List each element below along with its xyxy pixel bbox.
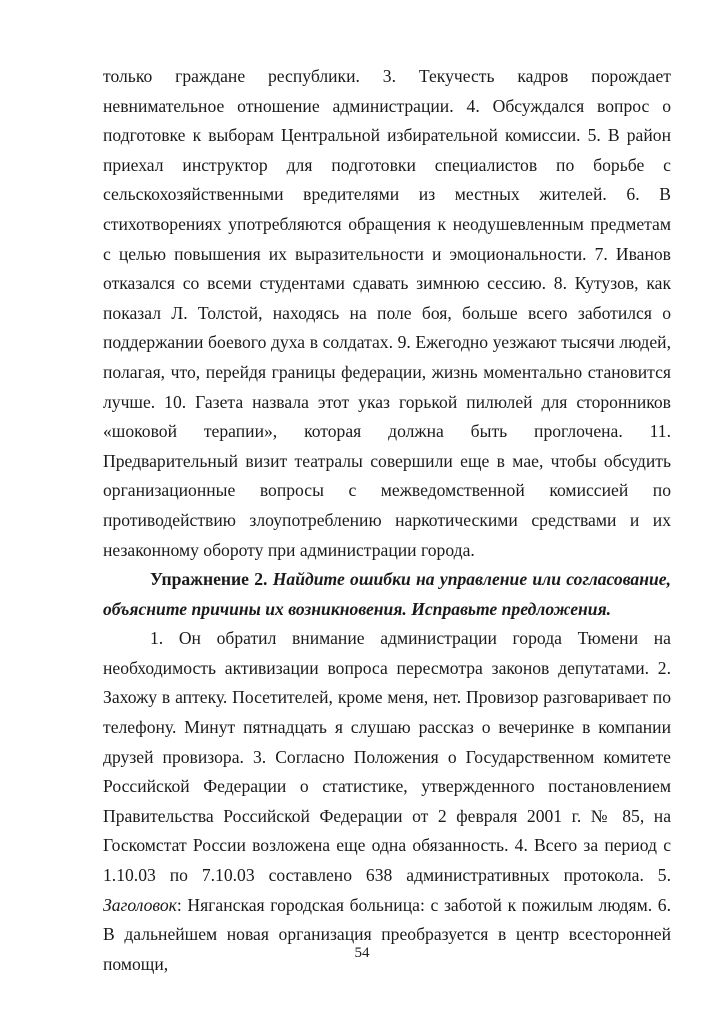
body-paragraph: только граждане республики. 3. Текучесть кадров порождает невнимательное отношение администрации. 4. Обсуждался вопрос о подготовке к выборам Центральной избирательной комиссии. 5. В район приехал инструктор для подготовки специалистов по борьбе с сельскохозяйственными вредителями из местных жителей. 6. В стихотворениях употребляются обращения к неодушевленным предметам с целью повышения их выразительности и эмоциональности. 7. Иванов отказался со всеми студентами сдавать зимнюю сессию. 8. Кутузов, как показал Л. Толстой, находясь на поле боя, больше всего заботился о поддержании боевого духа в солдатах. 9. Ежегодно уезжают тысячи людей, полагая, что, перейдя границы федерации, жизнь моментально становится лучше. 10. Газета назвала этот указ горькой пилюлей для сторонников «шоковой терапии», которая должна быть проглочена. 11. Предварительный визит театралы совершили еще в мае, чтобы обсудить организационные вопросы с межведомственной комиссией по противодействию злоупотреблению наркотическими средствами и их незаконному обороту при администрации города.	[103, 66, 671, 560]
exercise-sentences	[103, 624, 671, 979]
exercise-instruction: Найдите ошибки на управление или согласование, объясните причины их возникновения. Исправьте предложения.	[103, 569, 671, 619]
page-number: 54	[354, 945, 370, 961]
headline-label: Заголовок	[103, 894, 177, 915]
sentences-text-continued: : Няганская городская больница: с заботой к пожилым людям. 6. В дальнейшем новая организация преобразуется в центр всесторонней помощи,	[103, 894, 671, 974]
sentences-text: 1. Он обратил внимание администрации города Тюмени на необходимость активизации вопроса пересмотра законов депутатами. 2. Захожу в аптеку. Посетителей, кроме меня, нет. Провизор разговаривает по телефону. Минут пятнадцать я слушаю рассказ о вечеринке в компании друзей провизора. 3. Согласно Положения о Государственном комитете Российской Федерации о статистике, утвержденного постановлением Правительства Российской Федерации от 2 февраля 2001 г. № 85, на Госкомстат России возложена еще одна обязанность. 4. Всего за период с 1.10.03 по 7.10.03 составлено 638 административных протокола. 5.	[103, 628, 671, 886]
exercise-title: Упражнение 2.	[150, 569, 268, 590]
document-page	[103, 62, 671, 979]
exercise-heading	[103, 565, 671, 624]
